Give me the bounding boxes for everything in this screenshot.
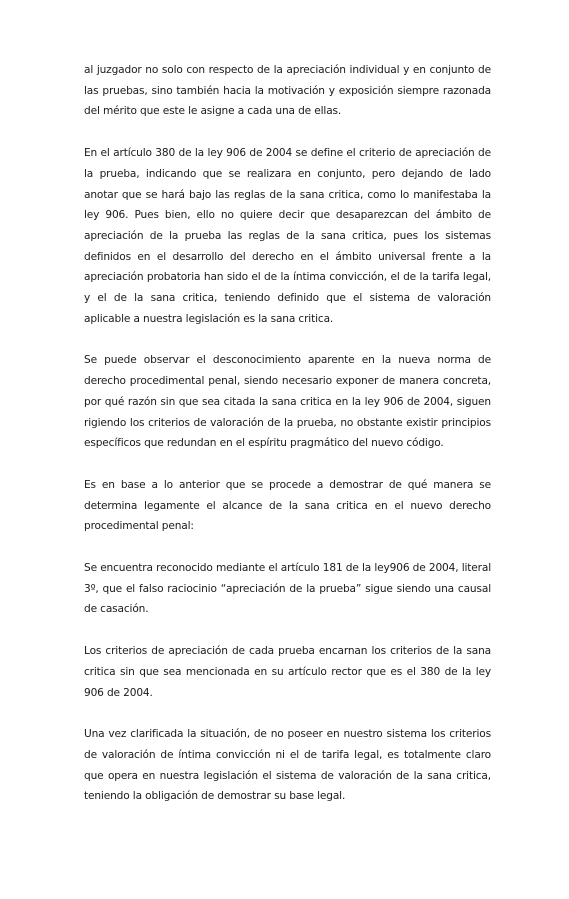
paragraph-7: Una vez clarificada la situación, de no poseer en nuestro sistema los criterios de valoración de íntima convicción ni el de tarifa legal, es totalmente claro que opera en nuestra legislación el sistema de valoración de la sana critica, teniendo la obligación de demostrar su base legal. xyxy=(84,728,491,803)
paragraph-3: Se puede observar el desconocimiento aparente en la nueva norma de derecho procedimental penal, siendo necesario exponer de manera concreta, por qué razón sin que sea citada la sana critica en la ley 906 de 2004, siguen rigiendo los criterios de valoración de la prueba, no obstante existir principios específicos que redundan en el espíritu pragmático del nuevo código. xyxy=(84,354,491,450)
paragraph-2: En el artículo 380 de la ley 906 de 2004 se define el criterio de apreciación de la prueba, indicando que se realizara en conjunto, pero dejando de lado anotar que se hará bajo las reglas de la sana critica, como lo manifestaba la ley 906. Pues bien, ello no quiere decir que desaparezcan del ámbito de apreciación de la prueba las reglas de la sana critica, pues los sistemas definidos en el desarrollo del derecho en el ámbito universal frente a la apreciación probatoria han sido el de la íntima convicción, el de la tarifa legal, y el de la sana critica, teniendo definido que el sistema de valoración aplicable a nuestra legislación es la sana critica. xyxy=(84,147,491,325)
document-body xyxy=(84,60,491,828)
paragraph-1: al juzgador no solo con respecto de la apreciación individual y en conjunto de las pruebas, sino también hacia la motivación y exposición siempre razonada del mérito que este le asigne a cada una de ellas. xyxy=(84,64,491,118)
paragraph-5: Se encuentra reconocido mediante el artículo 181 de la ley906 de 2004, literal 3º, que el falso raciocinio “apreciación de la prueba” sigue siendo una causal de casación. xyxy=(84,562,491,616)
paragraph-6: Los criterios de apreciación de cada prueba encarnan los criterios de la sana critica sin que sea mencionada en su artículo rector que es el 380 de la ley 906 de 2004. xyxy=(84,645,491,699)
paragraph-4: Es en base a lo anterior que se procede a demostrar de qué manera se determina legamente el alcance de la sana critica en el nuevo derecho procedimental penal: xyxy=(84,478,491,533)
